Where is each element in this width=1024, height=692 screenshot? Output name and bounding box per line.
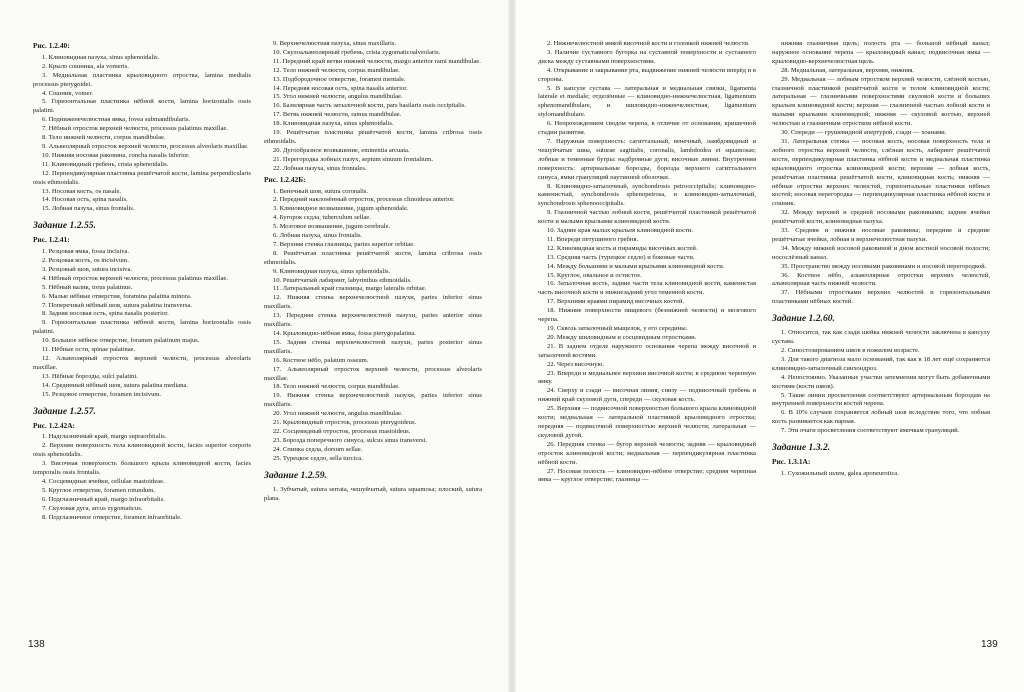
figure-caption: Рис. 1.3.1А:	[772, 457, 811, 467]
answer-item: 32. Между верхней и средней носовыми раковинами; задние ячейки решётчатой кости, клиновидная пазуха.	[772, 209, 990, 226]
task-heading: Задание 1.3.2.	[772, 442, 831, 454]
figure-caption: Рис. 1.2.41:	[33, 235, 70, 245]
answer-item: 7. Скуловая дуга, arcus zygomaticus.	[42, 504, 143, 512]
answer-item: 14. Носовая ость, spina nasalis.	[42, 196, 128, 204]
answer-item: 13. Средняя часть (турецкое седло) и боковые части.	[547, 253, 695, 261]
answer-item: 1. Зубчатый, sutura serrata, чешуйчатый, sutura squamosa; плоский, sutura plana.	[264, 485, 482, 502]
answer-item: 2. Нижнечелюстной ямкой височной кости и головкой нижней челюсти.	[547, 40, 750, 47]
answer-item: 3. Для такого диагноза мало оснований, так как в 18 лет ещё сохраняется клиновидно-затылочный синхондроз.	[772, 355, 990, 372]
answer-item: 6. Малые нёбные отверстия, foramina palatina minora.	[42, 292, 192, 300]
answer-item: 8. Задняя носовая ость, spina nasalis posterior.	[42, 310, 169, 318]
answer-item: 5. В капсуле сустава — латеральная и медиальная связки, ligamenta laterale et mediale; отделённые — клиновидно-нижнечелюстная, ligamentum sphenomandibulare, и шиловидно-нижнечелюстная, ligamentum stylomandibulare.	[538, 84, 756, 119]
answer-item: 5. Нёбный валик, torus palatinus.	[42, 283, 133, 291]
answer-item: 1. Сухожильный шлем, galea aponeurotica.	[781, 469, 899, 477]
answer-item: 11. Передний край ветви нижней челюсти, margo anterior rami mandibulae.	[273, 57, 481, 65]
task-heading: Задание 1.2.57.	[33, 405, 96, 417]
answer-item: 4. Непостоянно. Указанные участки затемнения могут быть добавочными костями (кости швов).	[772, 373, 990, 390]
answer-item: 5. Мозговое возвышение, jugum cerebrale.	[273, 223, 391, 231]
answer-item: 20. Дугообразное возвышение, eminentia arcuata.	[273, 146, 410, 154]
answer-item: 3. Клиновидное возвышение, jugum sphenoidale.	[273, 205, 409, 213]
answer-item: 4. Нёбный отросток верхней челюсти, processus palatinus maxillae.	[42, 274, 228, 282]
task-heading: Задание 1.2.55.	[33, 220, 96, 232]
answer-item: 29. Медиальная — лобным отростком верхней челюсти, слёзной костью, глазничной пластинкой решётчатой кости и телом клиновидной кости; латеральная — глазничными поверхностями скуловой кости и больших крыльев клиновидной кости; верхняя — глазничной частью лобной кости и малыми крыльями клиновидной; нижняя — скуловой костью, верхней челюстью и глазничным отростком нёбной кости.	[772, 75, 990, 128]
answer-item: 12. Клиновидная кость и пирамиды височных костей.	[547, 244, 698, 252]
answer-item: 21. В заднем отделе наружного основания черепа между височной и затылочной костями.	[538, 342, 756, 359]
answer-item: 2. Синостозированием швов в пожилом возрасте.	[781, 347, 920, 354]
answer-item: 12. Тело нижней челюсти, corpus mandibulae.	[273, 66, 400, 74]
answer-item: 15. Резцовое отверстие, foramen incisivum.	[42, 390, 162, 398]
answer-item: 1. Венечный шов, sutura coronalis.	[273, 187, 369, 195]
answer-item: 15. Лобная пазуха, sinus frontalis.	[42, 205, 135, 213]
answer-item: 18. Тело нижней челюсти, corpus mandibulae.	[273, 383, 400, 391]
answer-item: нижняя глазничная щель; полость рта — большой нёбный канал; наружное основание черепа — крыловидный канал; подвисочная ямка — крыловидно-верхнечелюстная щель.	[772, 40, 990, 65]
answer-item: 3. Наличие суставного бугорка на суставной поверхности и суставного диска между суставными поверхностями.	[538, 48, 756, 65]
answer-item: 13. Носовая кость, os nasale.	[42, 187, 122, 195]
answer-item: 14. Срединный нёбный шов, sutura palatina mediana.	[42, 381, 188, 389]
answer-item: 14. Крыловидно-нёбная ямка, fossa pterygopalatina.	[273, 330, 416, 337]
answer-item: 35. Пространство между носовыми раковинами и носовой перегородкой.	[781, 262, 987, 270]
answer-item: 14. Передняя носовая ость, spina nasalis anterior.	[273, 84, 408, 92]
answer-item: 7. Поперечный нёбный шов, sutura palatina transversa.	[42, 301, 193, 309]
answer-item: 10. Нижняя носовая раковина, concha nasalis inferior.	[42, 151, 190, 159]
answer-item: 3. Височная поверхность большого крыла клиновидной кости, facies temporalis ossis frontalis.	[33, 460, 251, 477]
answer-item: 18. Нижние поверхности пищевого (безнижней челюсти) и мозгового черепа.	[538, 307, 756, 324]
answer-item: 6. В 10% случаев сохраняется лобный шов вследствие того, что лобная кость развивается как парная.	[772, 409, 990, 426]
answer-item: 19. Сквозь затылочный мыщелок, у его середины.	[547, 325, 688, 332]
answer-item: 12. Перпендикулярная пластинка решётчатой кости, lamina perpendicularis ossis ethmoidalis.	[33, 169, 251, 186]
answer-item: 22. Через височную.	[547, 360, 605, 368]
answer-item: 33. Средняя и нижняя носовые раковины; передние и средние решётчатые ячейки, лобная и верхнечелюстная пазухи.	[772, 227, 990, 243]
text-column-3	[538, 40, 756, 485]
text-column-1	[33, 40, 251, 523]
answer-item: 7. Нёбный отросток верхней челюсти, processus palatinus maxillae.	[42, 125, 228, 133]
answer-item: 14. Между большими и малыми крыльями клиновидной кости.	[547, 262, 725, 270]
answer-item: 16. Базилярная часть затылочной кости, pars basilaris ossis occipitalis.	[273, 102, 467, 110]
page-number-right: 139	[981, 639, 998, 650]
answer-item: 10. Скулоальвеолярный гребень, crista zygomaticoalveolaris.	[273, 48, 441, 56]
answer-item: 11. Клиновидный гребень, crista sphenoidalis.	[42, 160, 169, 168]
figure-caption: Рис. 1.2.42А:	[33, 420, 76, 430]
answer-item: 7. Эти очаги просветления соответствуют ямочкам грануляций.	[781, 427, 960, 435]
answer-item: 16. Костное нёбо, palatum osseum.	[273, 356, 369, 364]
answer-item: 27. Носовая полость — клиновидно-нёбное отверстие; средняя черепная ямка — круглое отверстие; глазница —	[538, 467, 756, 484]
answer-item: 9. Альвеолярный отросток верхней челюсти, processus alveolaris maxillae.	[42, 142, 249, 150]
answer-item: 15. Угол нижней челюсти, angulus mandibulae.	[273, 93, 403, 101]
answer-item: 21. Крыловидный отросток, processus pterygoideus.	[273, 419, 417, 427]
answer-item: 7. Наружная поверхность: сагиттальный, венечный, ламбдовидный и чешуйчатые швы, suturae sagittalis, coronalis, lambdoidea et squamosae; лобные и теменные бугры: надбровные дуги; височные линии. Внутренняя поверхность: артериальные борозды, борозда верхнего сагиттального синуса, ямки грануляций паутинной оболочки.	[538, 137, 756, 181]
answer-item: 19. Решётчатая пластинка решётчатой кости, lamina cribrosa ossis ethmoidalis.	[264, 129, 482, 145]
answer-item: 11. Впереди петушиного гребня.	[547, 235, 639, 243]
answer-item: 17. Альвеолярный отросток верхней челюсти, processus alveolaris maxillae.	[264, 365, 482, 382]
task-heading: Задание 1.2.60.	[772, 313, 835, 325]
answer-item: 9. Глазничной частью лобной кости, решётчатой пластинкой решётчатой кости и малыми крыльями клиновидной кости.	[538, 209, 756, 226]
task-heading: Задание 1.2.59.	[264, 469, 327, 481]
answer-item: 36. Костное нёбо, альвеолярные отростки верхних челюстей, альвеолярная часть нижней челюсти.	[772, 271, 990, 288]
text-column-2	[264, 40, 482, 503]
figure-caption: Рис. 1.2.42Б:	[264, 174, 306, 184]
answer-item: 5. Круглое отверстие, foramen rotundum.	[42, 486, 155, 494]
answer-item: 7. Верхняя стенка глазницы, paries superior orbitae.	[273, 240, 415, 248]
answer-item: 10. Большое нёбное отверстие, foramen palatinum majus.	[42, 337, 200, 345]
answer-item: 11. Нёбные ости, spinae palatinae.	[42, 346, 136, 354]
answer-item: 1. Клиновидная пазуха, sinus sphenoidalis.	[42, 53, 160, 61]
answer-item: 4. Сосцевидные ячейки, cellulae mastoideae.	[42, 477, 165, 485]
answer-item: 15. Задняя стенка верхнечелюстной пазухи, paries posterior sinus maxillaris.	[264, 338, 482, 355]
answer-item: 15. Круглое, овальное и остистое.	[547, 271, 642, 279]
answer-item: 1. Резцовая ямка, fossa incisiva.	[42, 248, 130, 256]
figure-caption: Рис. 1.2.40:	[33, 41, 70, 50]
answer-item: 8. Решётчатая пластинка решётчатой кости, lamina cribrosa ossis ethmoidalis.	[264, 249, 482, 266]
answer-item: 13. Передняя стенка верхнечелюстной пазухи, paries anterior sinus maxillaris.	[264, 312, 482, 329]
answer-item: 26. Передняя стенка — бугор верхней челюсти; задняя — крыловидный отросток клиновидной кости; медиальная — перпендикулярная пластинка нёбной кости.	[538, 440, 756, 466]
answer-item: 1. Относится, так как сзади шейка нижней челюсти заключена в капсулу сустава.	[772, 329, 990, 346]
answer-item: 10. Решётчатый лабиринт, labyrinthus ethmoidalis.	[273, 276, 412, 284]
answer-item: 20. Угол нижней челюсти, angulus mandibulae.	[273, 410, 403, 418]
answer-item: 5. Горизонтальная пластинка нёбной кости, lamina horizontalis ossis palatini.	[33, 98, 251, 115]
answer-item: 23. Борозда поперечного синуса, sulcus sinus transversi.	[273, 436, 428, 444]
answer-item: 2. Верхняя поверхность тела клиновидной кости, facies superior corporis ossis sphenoidalis.	[33, 442, 251, 459]
answer-item: 20. Между шиловидным и сосцевидным отростками.	[547, 333, 697, 341]
answer-item: 13. Нёбные борозды, sulci palatini.	[42, 372, 138, 380]
page-number-left: 138	[28, 639, 45, 650]
answer-item: 22. Сосцевидный отросток, processus mastoideus.	[273, 427, 411, 435]
answer-item: 6. Подниженечелюстная ямка, fovea submandibularis.	[42, 116, 191, 124]
answer-item: 5. Такие линии просветления соответствуют артериальным бороздам на внутренней поверхности костей черепа.	[772, 391, 990, 408]
answer-item: 25. Турецкое седло, sella turcica.	[273, 454, 363, 462]
answer-item: 1. Надглазничный край, margo supraorbitalis.	[42, 433, 167, 441]
book-gutter	[508, 0, 516, 692]
answer-item: 8. Тело нижней челюсти, corpus mandibulae.	[42, 134, 166, 142]
answer-item: 9. Верхнечелюстная пазуха, sinus maxillaris.	[273, 40, 397, 47]
answer-item: 2. Передний наклонённый отросток, processus clinoideus anterior.	[273, 196, 455, 204]
answer-item: 9. Горизонтальная пластинка нёбной кости, lamina horizontalis ossis palatini.	[33, 319, 251, 336]
text-column-4	[772, 40, 990, 479]
answer-item: 24. Спинка седла, dorsum sellae.	[273, 445, 363, 453]
answer-item: 8. Клиновидно-затылочный, synchondrosis petrooccipitalis; клиновидно-каменистый, synchondrosis sphenopetrosa, и клиновидно-затылочный, synchondrosis sphenooccipitalis.	[538, 182, 756, 208]
answer-item: 23. Впереди и медиальнее верхини височной кости; в среднюю черепную ямку.	[538, 369, 756, 386]
answer-item: 37. Нёбными отростками верхних челюстей и горизонтальными пластинками нёбных костей.	[772, 289, 990, 306]
answer-item: 3. Медиальная пластинка крыловидного отростка, lamina medialis processus pterygoidei.	[33, 71, 251, 88]
answer-item: 6. Подглазничный край, margo infraorbitalis.	[42, 495, 165, 503]
answer-item: 9. Клиновидная пазуха, sinus sphenoidalis.	[273, 267, 391, 275]
answer-item: 17. Верхними краями пирамид височных костей.	[547, 298, 685, 306]
answer-item: 12. Нижняя стенка верхнечелюстной пазухи, paries inferior sinus maxillaris.	[264, 294, 482, 311]
answer-item: 17. Ветвь нижней челюсти, ramus mandibulae.	[273, 111, 402, 119]
answer-item: 19. Нижняя стенка верхнечелюстной пазухи, paries inferior sinus maxillaris.	[264, 392, 482, 409]
answer-item: 2. Резцовая кость, os incisivum.	[42, 257, 129, 265]
answer-item: 28. Медиальная, латеральная, верхняя, нижняя.	[781, 66, 915, 74]
answer-item: 13. Подбородочное отверстие, foramen mentale.	[273, 75, 406, 83]
answer-item: 10. Задние края малых крыльев клиновидной кости.	[547, 227, 694, 235]
answer-item: 31. Латеральная стенка — носовая кость, носовая поверхность тела и лобного отростка верхней челюсти, слёзная кость, лабиринт решётчатой кости, перпендикулярная пластинка нёбной кости и медиальная пластинка крыловидного отростка клиновидной кости; верхняя — лобная кость, решётчатая пластинка решётчатой кости, клиновидная кость; нижняя — нёбные отростки верхних челюстей, горизонтальные пластинки нёбных костей; носовая перегородка — перпендикулярная пластинка нёбной кости и сошник.	[772, 137, 990, 208]
answer-item: 11. Латеральный край глазницы, margo lateralis orbitae.	[273, 285, 427, 293]
answer-item: 16. Затылочная кость, задние части тела клиновидной кости, каменистая часть височной кости и нижнезадний угол теменной кости.	[538, 280, 756, 297]
answer-item: 25. Верхняя — подвисочной поверхностью большого крыла клиновидной кости; медиальная — латеральной пластинкой крыловидного отростка; передняя — подвисочной поверхностью верхней челюсти; латеральная — скуловой дугой.	[538, 405, 756, 439]
answer-item: 34. Между нижней носовой раковиной и дном костной носовой полости; носослёзный канал.	[772, 244, 990, 261]
answer-item: 6. Лобная пазуха, sinus frontalis.	[273, 232, 363, 240]
answer-item: 4. Бугорок седла, tuberculum sellae.	[273, 214, 371, 222]
answer-item: 4. Сошник, vomer.	[42, 89, 94, 97]
answer-item: 6. Непрохождением сводом черепа, в отличие от основания, кришечной стадии развития.	[538, 120, 756, 137]
answer-item: 8. Подглазничное отверстие, foramen infraorbitale.	[42, 513, 182, 521]
answer-item: 22. Лобная пазуха, sinus frontales.	[273, 164, 367, 172]
answer-item: 4. Открывание и закрывание рта, выдвижение нижней челюсти вперёд и в стороны.	[538, 66, 756, 83]
answer-item: 30. Спереди — грушевидной апертурой, сзади — хоанами.	[781, 129, 947, 137]
answer-item: 2. Крыло сошника, ala vomeris.	[42, 62, 129, 70]
answer-item: 18. Клиновидная пазуха, sinus sphenoidalis.	[273, 120, 394, 128]
answer-item: 21. Перегородка лобных пазух, septum sinuum frontalium.	[273, 155, 433, 163]
answer-item: 3. Резцовый шов, sutura incisiva.	[42, 265, 133, 273]
answer-item: 12. Альвеолярный отросток верхней челюсти, processus alveolaris maxillae.	[33, 355, 251, 371]
answer-item: 24. Сверху и сзади — височная линия, снизу — подвисочный гребень и нижний край скуловой дуги, спереди — скуловая кость.	[538, 387, 756, 404]
